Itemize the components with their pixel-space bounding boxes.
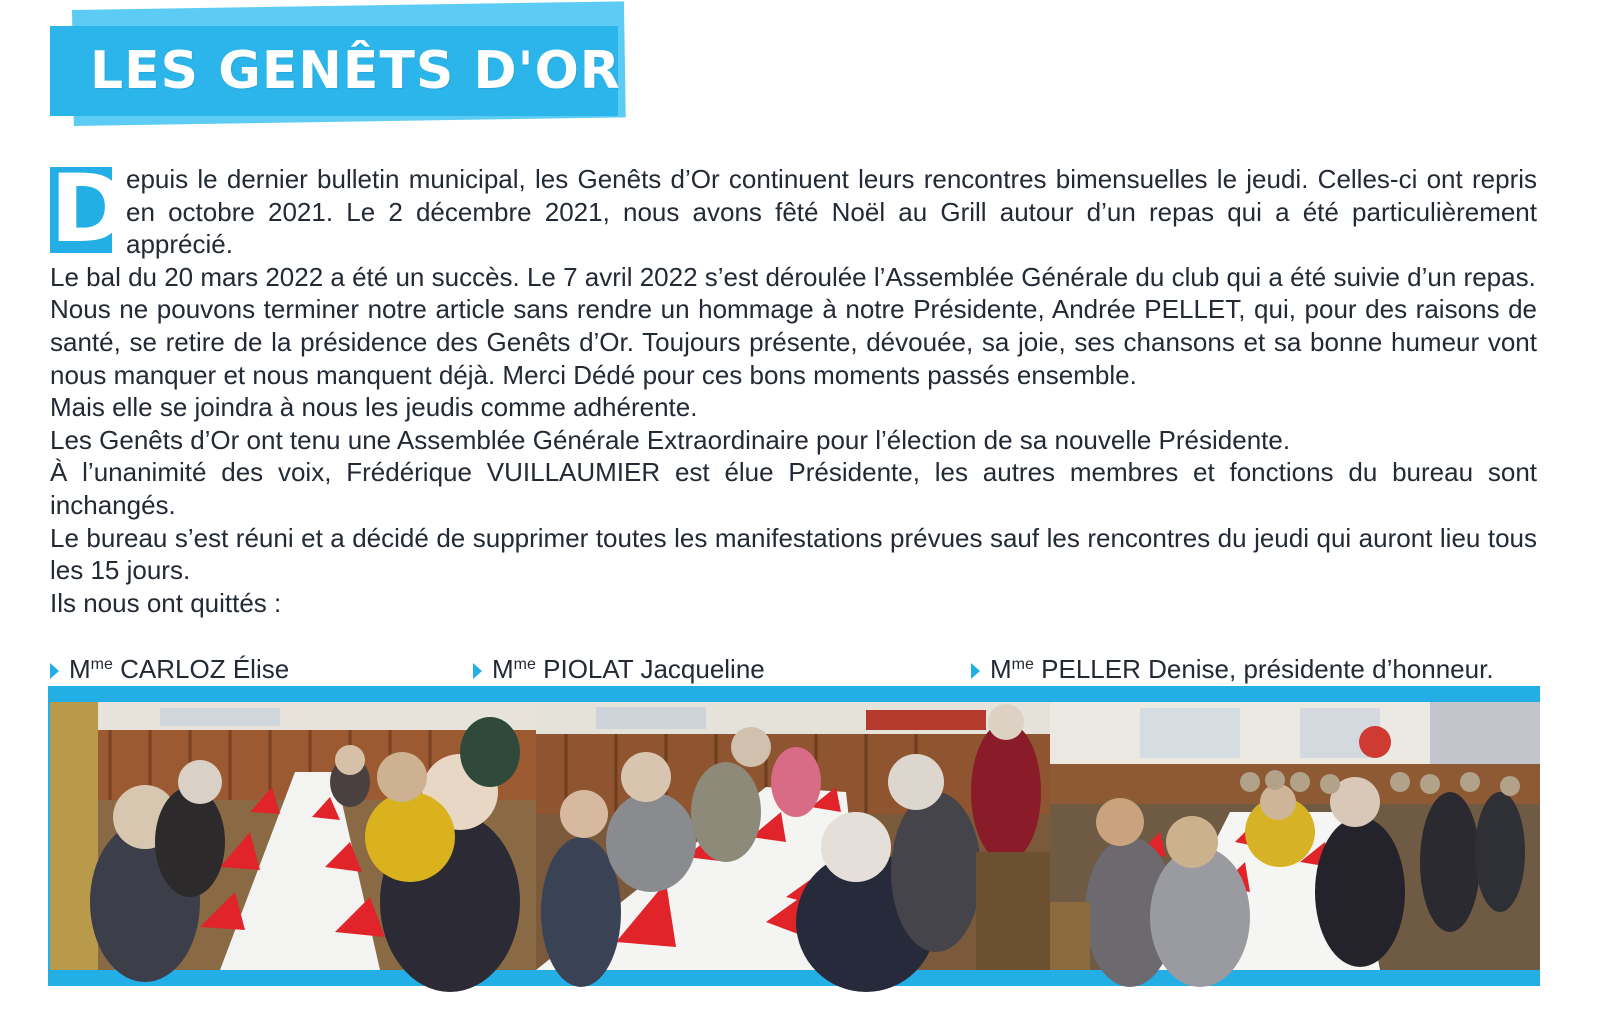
paragraph-hommage: Nous ne pouvons terminer notre article sans rendre un hommage à notre Présidente, Andrée PELLET, qui, pour des raisons de santé, se retire de la présidence des Genêts d’Or. Toujours présente, dévouée, sa joie, ses chansons et sa bonne humeur vont nous manquer et nous manquent déjà. Merci Dédé pour ces bons moments passés ensemble. xyxy=(50,294,1537,390)
paragraph-quittes: Ils nous ont quittés : xyxy=(50,587,282,618)
departed-item: $M^{me}$ PIOLAT Jacqueline xyxy=(473,648,765,686)
paragraph-bureau: Le bureau s’est réuni et a décidé de supprimer toutes les manifestations prévues sauf les rencontres du jeudi qui auront lieu tous les 15 jours. xyxy=(50,522,1537,586)
paragraph-election: À l’unanimité des voix, Frédérique VUILLAUMIER est élue Présidente, les autres membres et fonctions du bureau sont inchangés. xyxy=(50,457,1537,520)
paragraph-intro: epuis le dernier bulletin municipal, les Genêts d’Or continuent leurs rencontres bimensuelles le jeudi. Celles-ci ont repris en octobre 2021. Le 2 décembre 2021, nous avons fêté Noël au Grill autour d’un repas qui a été particulièrement apprécié. xyxy=(126,164,1537,260)
triangle-bullet-icon xyxy=(473,663,482,679)
drop-cap: D xyxy=(50,155,129,264)
paragraph-bal: Le bal du 20 mars 2022 a été un succès. Le 7 avril 2022 s’est déroulée l’Assemblée Générale du club qui a été suivie d’un repas. xyxy=(50,261,1536,292)
departed-name: PELLER Denise, présidente d’honneur. xyxy=(1041,654,1494,684)
departed-item: $M^{me}$ CARLOZ Élise xyxy=(50,648,289,686)
group-meal-photo-3 xyxy=(1050,702,1540,970)
triangle-bullet-icon xyxy=(50,663,59,679)
departed-name: CARLOZ Élise xyxy=(120,654,290,684)
departed-name: PIOLAT Jacqueline xyxy=(543,654,765,684)
departed-item: $M^{me}$ PELLER Denise, présidente d’honneur. xyxy=(971,648,1494,686)
paragraph-assemblee: Les Genêts d’Or ont tenu une Assemblée Générale Extraordinaire pour l’élection de sa nouvelle Présidente. xyxy=(50,424,1291,455)
paragraph-adherente: Mais elle se joindra à nous les jeudis comme adhérente. xyxy=(50,392,698,423)
triangle-bullet-icon xyxy=(971,663,980,679)
group-meal-photo-2 xyxy=(536,702,1054,970)
group-meal-photo-1 xyxy=(50,702,542,970)
page-title: LES GENÊTS D'OR xyxy=(90,41,621,101)
article-body xyxy=(50,155,1537,619)
